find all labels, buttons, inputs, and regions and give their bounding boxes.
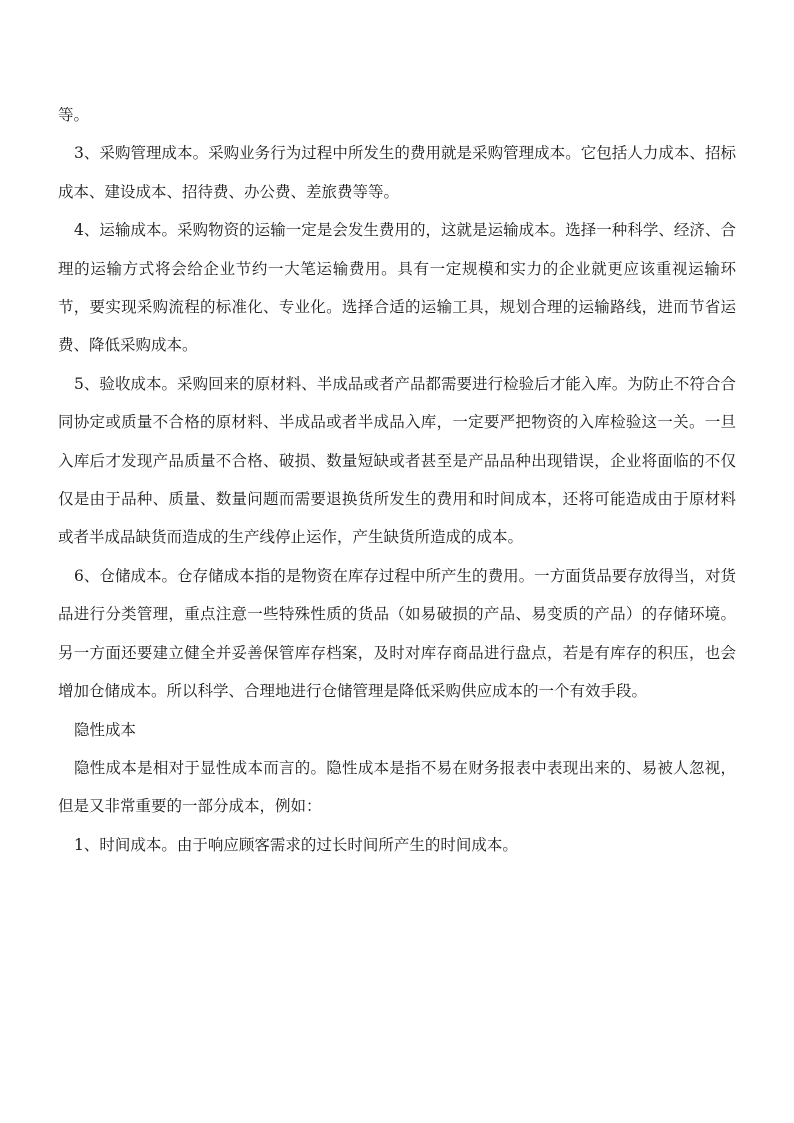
paragraph-procurement-management-cost: 3、采购管理成本。采购业务行为过程中所发生的费用就是采购管理成本。它包括人力成本、招标成本、建设成本、招待费、办公费、差旅费等等。 <box>58 144 736 201</box>
paragraph-hidden-cost-definition: 隐性成本是相对于显性成本而言的。隐性成本是指不易在财务报表中表现出来的、易被人忽视，但是又非常重要的一部分成本，例如： <box>58 758 736 816</box>
paragraph-transport-cost: 4、运输成本。采购物资的运输一定是会发生费用的，这就是运输成本。选择一种科学、经济、合理的运输方式将会给企业节约一大笔运输费用。具有一定规模和实力的企业就更应该重视运输环节，要实现采购流程的标准化、专业化。选择合适的运输工具，规划合理的运输路线，进而节省运费、降低采购成本。 <box>58 221 736 355</box>
document-body <box>58 96 736 864</box>
paragraph-inspection-cost: 5、验收成本。采购回来的原材料、半成品或者产品都需要进行检验后才能入库。为防止不符合合同协定或质量不合格的原材料、半成品或者半成品入库，一定要严把物资的入库检验这一关。一旦入库后才发现产品质量不合格、破损、数量短缺或者甚至是产品品种出现错误，企业将面临的不仅仅是由于品种、质量、数量问题而需要退换货所发生的费用和时间成本，还将可能造成由于原材料或者半成品缺货而造成的生产线停止运作，产生缺货所造成的成本。 <box>58 374 736 547</box>
paragraph-storage-cost: 6、仓储成本。仓存储成本指的是物资在库存过程中所产生的费用。一方面货品要存放得当，对货品进行分类管理，重点注意一些特殊性质的货品（如易破损的产品、易变质的产品）的存储环境。另一方面还要建立健全并妥善保管库存档案，及时对库存商品进行盘点，若是有库存的积压，也会增加仓储成本。所以科学、合理地进行仓储管理是降低采购供应成本的一个有效手段。 <box>58 566 736 701</box>
section-heading-hidden-cost: 隐性成本 <box>74 720 137 739</box>
paragraph-continuation: 等。 <box>58 106 90 124</box>
paragraph-time-cost: 1、时间成本。由于响应顾客需求的过长时间所产生的时间成本。 <box>74 835 518 854</box>
